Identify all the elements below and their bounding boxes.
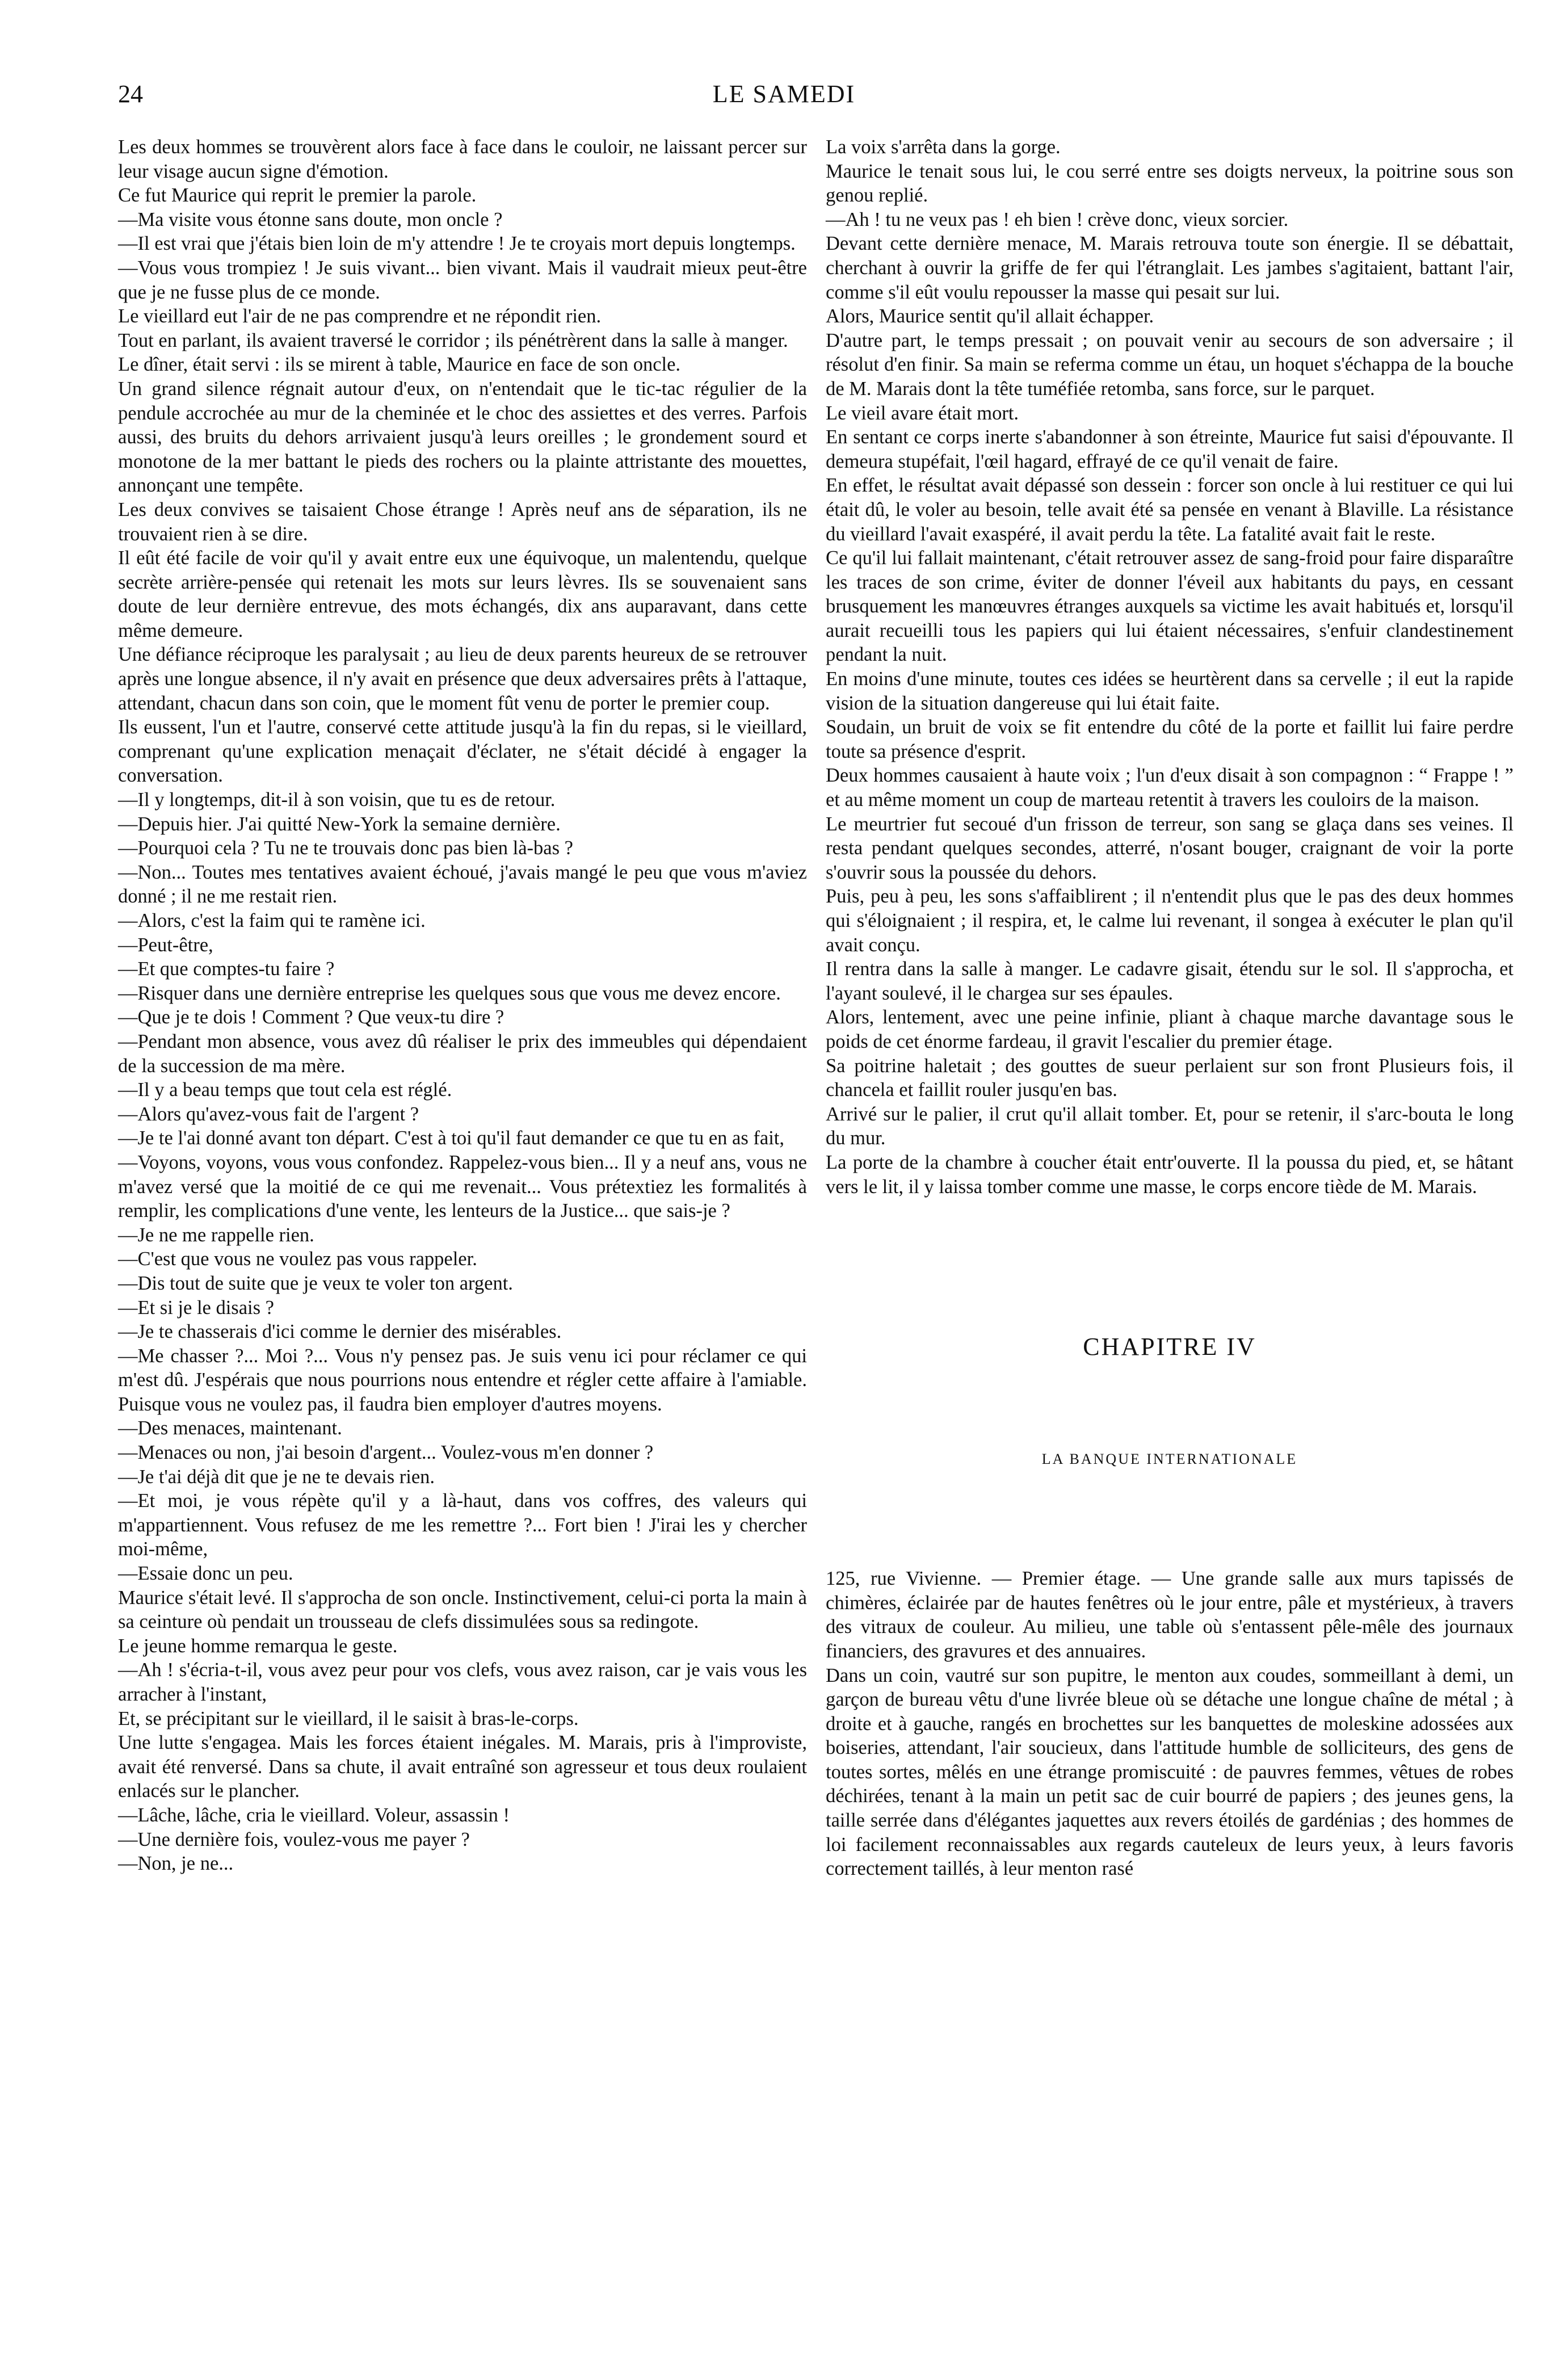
paragraph: —Alors, c'est la faim qui te ramène ici. — [118, 910, 426, 931]
paragraph: —Ah ! s'écria-t-il, vous avez peur pour vos clefs, vous avez raison, car je vais vous les arracher à l'instant, — [118, 1659, 807, 1705]
paragraph: Devant cette dernière menace, M. Marais retrouva toute son énergie. Il se débattait, cherchant à ouvrir la griffe de fer qui l'étranglait. Les jambes s'agitaient, battant l'air, comme s'il eût voulu repousser la masse qui pesait sur lui. — [826, 233, 1514, 303]
paragraph: La porte de la chambre à coucher était entr'ouverte. Il la poussa du pied, et, se hâtant vers le lit, il y laissa tomber comme une masse, le corps encore tiède de M. Marais. — [826, 1151, 1514, 1198]
paragraph: —Je ne me rappelle rien. — [118, 1224, 314, 1246]
paragraph: Le vieillard eut l'air de ne pas comprendre et ne répondit rien. — [118, 305, 602, 328]
paragraph: Un grand silence régnait autour d'eux, on n'entendait que le tic-tac régulier de la pendule accrochée au mur de la cheminée et le choc des assiettes et des verres. Parfois aussi, des bruits du dehors arrivaient jusqu'à leurs oreilles ; le grondement sourd et monotone de la mer battant le pieds des rochers ou la plainte attristante des mouettes, annonçant une tempête. — [118, 377, 807, 497]
paragraph: Le vieil avare était mort. — [826, 402, 1019, 424]
paragraph: —Ah ! tu ne veux pas ! eh bien ! crève donc, vieux sorcier. — [826, 208, 1289, 230]
paragraph: 125, rue Vivienne. — Premier étage. — Une grande salle aux murs tapissés de chimères, éclairée par de hautes fenêtres où le jour entre, pâle et mystérieux, à travers des vitraux de couleur. Au milieu, une table où s'entassent pêle-mêle des journaux financiers, des gravures et des annuaires. — [826, 1568, 1514, 1662]
paragraph: —Que je te dois ! Comment ? Que veux-tu dire ? — [118, 1006, 505, 1029]
paragraph: —Depuis hier. J'ai quitté New-York la semaine dernière. — [118, 813, 561, 835]
paragraph: —Me chasser ?... Moi ?... Vous n'y pensez pas. Je suis venu ici pour réclamer ce qui m'est dû. J'espérais que nous pourrions nous entendre et régler cette affaire à l'amiable. Puisque vous ne voulez pas, il faudra bien employer d'autres moyens. — [118, 1345, 807, 1415]
paragraph: Il rentra dans la salle à manger. Le cadavre gisait, étendu sur le sol. Il s'approcha, et l'ayant soulevé, il le chargea sur ses épaules. — [826, 958, 1514, 1004]
paragraph: Une lutte s'engagea. Mais les forces étaient inégales. M. Marais, pris à l'improviste, avait été renversé. Dans sa chute, il avait entraîné son agresseur et tous deux roulaient enlacés sur le plancher. — [118, 1732, 807, 1802]
paragraph: —Alors qu'avez-vous fait de l'argent ? — [118, 1103, 419, 1125]
paragraph: Ce qu'il lui fallait maintenant, c'était retrouver assez de sang-froid pour faire disparaître les traces de son crime, éviter de donner l'éveil aux habitants du pays, en cessant brusquement les manœuvres étranges auxquels sa victime les avait habitués et, lorsqu'il aurait recueilli tous les papiers qui lui étaient nécessaires, s'enfuir clandestinement pendant la nuit. — [826, 547, 1514, 666]
paragraph: Tout en parlant, ils avaient traversé le corridor ; ils pénétrèrent dans la salle à manger. — [118, 329, 788, 351]
paragraph: Les deux hommes se trouvèrent alors face à face dans le couloir, ne laissant percer sur leur visage aucun signe d'émotion. — [118, 136, 807, 182]
page-number: 24 — [118, 80, 143, 108]
right-column-text-top — [826, 135, 1514, 1199]
paragraph: —Non, je ne... — [118, 1853, 234, 1875]
paragraph: —Une dernière fois, voulez-vous me payer ? — [118, 1828, 470, 1850]
paragraph: Il eût été facile de voir qu'il y avait entre eux une équivoque, un malentendu, quelque secrète arrière-pensée qui retenait les mots sur leurs lèvres. Ils se souvenaient sans doute de leur dernière entrevue, des mots échangés, dix ans auparavant, dans cette même demeure. — [118, 547, 807, 641]
paragraph: Alors, lentement, avec une peine infinie, pliant à chaque marche davantage sous le poids de cet énorme fardeau, il gravit l'escalier du premier étage. — [826, 1006, 1514, 1052]
paragraph: Les deux convives se taisaient Chose étrange ! Après neuf ans de séparation, ils ne trouvaient rien à se dire. — [118, 498, 807, 545]
paragraph: Le meurtrier fut secoué d'un frisson de terreur, son sang se glaça dans ses veines. Il resta pendant quelques secondes, atterré, n'osant bouger, craignant de voir la porte s'ouvrir sous la poussée du dehors. — [826, 813, 1514, 883]
paragraph: —Des menaces, maintenant. — [118, 1417, 342, 1439]
left-column — [118, 135, 807, 1876]
right-column — [826, 135, 1514, 1881]
paragraph: —Il y longtemps, dit-il à son voisin, que tu es de retour. — [118, 789, 556, 811]
paragraph: —Lâche, lâche, cria le vieillard. Voleur, assassin ! — [118, 1804, 510, 1826]
paragraph: Dans un coin, vautré sur son pupitre, le menton aux coudes, sommeillant à demi, un garçon de bureau vêtu d'une livrée bleue où se détache une longue chaîne de métal ; à droite et à gauche, rangés en brochettes sur les banquettes de moleskine adossées aux boiseries, attendant, l'air soucieux, dans l'attitude humble de solliciteurs, des gens de toutes sortes, mêlés en une étrange promiscuité : de pauvres femmes, vêtues de robes déchirées, tenant à la main un petit sac de cuir bourré de papiers ; des jeunes gens, la taille serrée dans d'élégantes jaquettes aux revers étoilés de gardénias ; des hommes de loi facilement reconnaissables aux regards cauteleux de leurs yeux, à leurs favoris correctement taillés, à leur menton rasé — [826, 1664, 1514, 1880]
paragraph: Sa poitrine haletait ; des gouttes de sueur perlaient sur son front Plusieurs fois, il chancela et faillit rouler jusqu'en bas. — [826, 1055, 1514, 1101]
paragraph: En effet, le résultat avait dépassé son dessein : forcer son oncle à lui restituer ce qui lui était dû, le voler au besoin, telle avait été sa pensée en venant à Blaville. La résistance du vieillard l'avait exaspéré, il avait perdu la tête. La fatalité avait fait le reste. — [826, 475, 1514, 545]
paragraph: —Essaie donc un peu. — [118, 1563, 293, 1585]
chapter-subtitle: LA BANQUE INTERNATIONALE — [1041, 1451, 1298, 1468]
paragraph: Arrivé sur le palier, il crut qu'il allait tomber. Et, pour se retenir, il s'arc-bouta le long du mur. — [826, 1103, 1514, 1149]
paragraph: —Et moi, je vous répète qu'il y a là-haut, dans vos coffres, des valeurs qui m'appartiennent. Vous refusez de me les remettre ?... Fort bien ! J'irai les y chercher moi-même, — [118, 1490, 807, 1560]
paragraph: —Ma visite vous étonne sans doute, mon oncle ? — [118, 208, 503, 230]
paragraph: Ils eussent, l'un et l'autre, conservé cette attitude jusqu'à la fin du repas, si le vieillard, comprenant qu'une explication menaçait d'éclater, ne s'était décidé à engager la conversation. — [118, 716, 807, 787]
paragraph: —Pourquoi cela ? Tu ne te trouvais donc pas bien là-bas ? — [118, 837, 573, 859]
paragraph: —Il y a beau temps que tout cela est réglé. — [118, 1079, 452, 1101]
paragraph: La voix s'arrêta dans la gorge. — [826, 136, 1061, 158]
paragraph: D'autre part, le temps pressait ; on pouvait venir au secours de son adversaire ; il résolut d'en finir. Sa main se referma comme un étau, un hoquet s'échappa de la bouche de M. Marais dont la tête tuméfiée retomba, sans force, sur le parquet. — [826, 329, 1514, 400]
paragraph: Maurice s'était levé. Il s'approcha de son oncle. Instinctivement, celui-ci porta la main à sa ceinture où pendait un trousseau de clefs dissimulées sous sa redingote. — [118, 1586, 807, 1633]
paragraph: Ce fut Maurice qui reprit le premier la parole. — [118, 184, 477, 207]
paragraph: —Pendant mon absence, vous avez dû réaliser le prix des immeubles qui dépendaient de la succession de ma mère. — [118, 1030, 807, 1077]
journal-title: LE SAMEDI — [712, 80, 856, 108]
paragraph: —Peut-être, — [118, 934, 213, 956]
paragraph: —Et que comptes-tu faire ? — [118, 958, 335, 980]
paragraph: —C'est que vous ne voulez pas vous rappeler. — [118, 1248, 477, 1270]
paragraph: —Je te l'ai donné avant ton départ. C'est à toi qu'il faut demander ce que tu en as fait, — [118, 1127, 785, 1149]
paragraph: En sentant ce corps inerte s'abandonner à son étreinte, Maurice fut saisi d'épouvante. Il demeura stupéfait, l'œil hagard, effrayé de ce qu'il venait de faire. — [826, 426, 1514, 472]
paragraph: —Dis tout de suite que je veux te voler ton argent. — [118, 1272, 513, 1294]
paragraph: —Non... Toutes mes tentatives avaient échoué, j'avais mangé le peu que vous m'aviez donné ; il ne me restait rien. — [118, 861, 807, 908]
paragraph: Puis, peu à peu, les sons s'affaiblirent ; il n'entendit plus que le pas des deux hommes qui s'éloignaient ; il respira, et, le calme lui revenant, il songea à exécuter le plan qu'il avait conçu. — [826, 885, 1514, 956]
right-column-text-bottom — [826, 1567, 1514, 1881]
paragraph: Et, se précipitant sur le vieillard, il le saisit à bras-le-corps. — [118, 1707, 579, 1729]
paragraph: Maurice le tenait sous lui, le cou serré entre ses doigts nerveux, la poitrine sous son genou replié. — [826, 160, 1514, 207]
paragraph: —Et si je le disais ? — [118, 1296, 274, 1319]
paragraph: Une défiance réciproque les paralysait ; au lieu de deux parents heureux de se retrouver après une longue absence, il n'y avait en présence que deux adversaires prêts à l'attaque, attendant, chacun dans son coin, que le moment fût venu de porter le premier coup. — [118, 644, 807, 714]
paragraph: En moins d'une minute, toutes ces idées se heurtèrent dans sa cervelle ; il eut la rapide vision de la situation dangereuse qui lui était faite. — [826, 668, 1514, 714]
chapter-spacer — [826, 1470, 1514, 1567]
paragraph: Le dîner, était servi : ils se mirent à table, Maurice en face de son oncle. — [118, 354, 681, 376]
paragraph: Soudain, un bruit de voix se fit entendre du côté de la porte et faillit lui faire perdre toute sa présence d'esprit. — [826, 716, 1514, 762]
page-header — [0, 79, 1568, 119]
chapter-title: CHAPITRE IV — [1083, 1333, 1256, 1361]
paragraph: —Menaces ou non, j'ai besoin d'argent... Voulez-vous m'en donner ? — [118, 1442, 654, 1464]
paragraph: —Vous vous trompiez ! Je suis vivant... bien vivant. Mais il vaudrait mieux peut-être que je ne fusse plus de ce monde. — [118, 257, 807, 303]
paragraph: —Je te chasserais d'ici comme le dernier des misérables. — [118, 1321, 562, 1343]
paragraph: —Voyons, voyons, vous vous confondez. Rappelez-vous bien... Il y a neuf ans, vous ne m'avez versé que la moitié de ce qui me revenait... Vous prétextiez les formalités à remplir, les complications d'une vente, les lenteurs de la Justice... que sais-je ? — [118, 1151, 807, 1222]
paragraph: —Risquer dans une dernière entreprise les quelques sous que vous me devez encore. — [118, 982, 781, 1004]
paragraph: Alors, Maurice sentit qu'il allait échapper. — [826, 305, 1154, 328]
paragraph: —Je t'ai déjà dit que je ne te devais rien. — [118, 1466, 435, 1488]
paragraph: Le jeune homme remarqua le geste. — [118, 1635, 398, 1657]
paragraph: —Il est vrai que j'étais bien loin de m'y attendre ! Je te croyais mort depuis longtemps. — [118, 233, 796, 255]
paragraph: Deux hommes causaient à haute voix ; l'un d'eux disait à son compagnon : “ Frappe ! ” et au même moment un coup de marteau retentit à travers les couloirs de la maison. — [826, 765, 1514, 811]
